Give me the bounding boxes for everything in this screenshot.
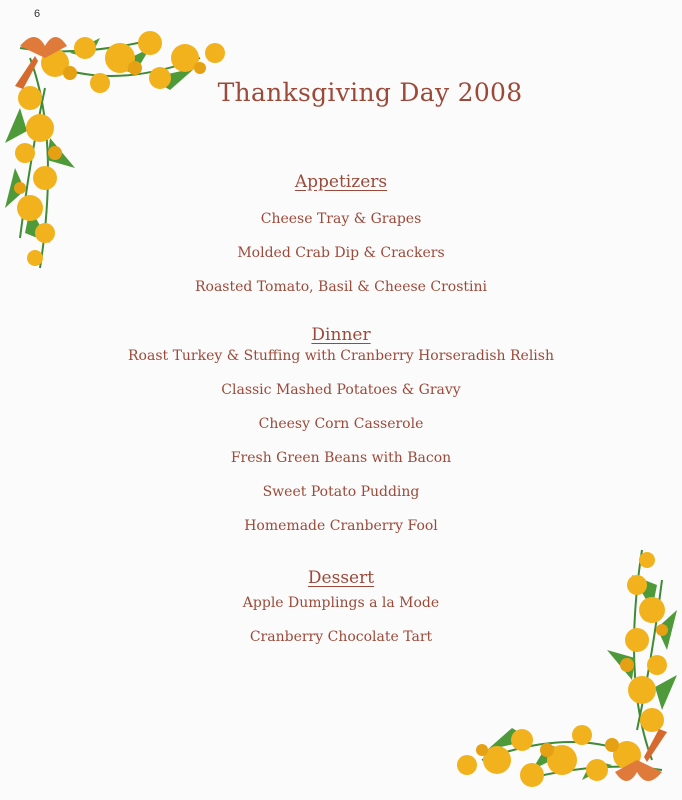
page-number: 6 (34, 8, 41, 20)
section-dessert (0, 568, 682, 646)
menu-item: Fresh Green Beans with Bacon (230, 450, 452, 466)
menu-item: Cheesy Corn Casserole (258, 416, 424, 432)
menu-title: Thanksgiving Day 2008 (217, 78, 523, 107)
menu-item: Homemade Cranberry Fool (244, 518, 438, 534)
menu-item: Cheese Tray & Grapes (260, 211, 422, 227)
menu-item: Sweet Potato Pudding (262, 484, 420, 500)
menu-item: Molded Crab Dip & Crackers (237, 245, 445, 261)
menu-item: Roasted Tomato, Basil & Cheese Crostini (194, 279, 488, 295)
section-heading: Appetizers (294, 172, 388, 192)
menu-item: Classic Mashed Potatoes & Gravy (221, 382, 461, 398)
section-heading: Dinner (311, 325, 371, 345)
section-appetizers (0, 172, 682, 296)
menu-item: Cranberry Chocolate Tart (249, 629, 433, 645)
menu-item: Roast Turkey & Stuffing with Cranberry Horseradish Relish (128, 348, 554, 364)
menu-item: Apple Dumplings a la Mode (242, 595, 440, 611)
section-dinner (0, 325, 682, 535)
section-heading: Dessert (307, 568, 375, 588)
